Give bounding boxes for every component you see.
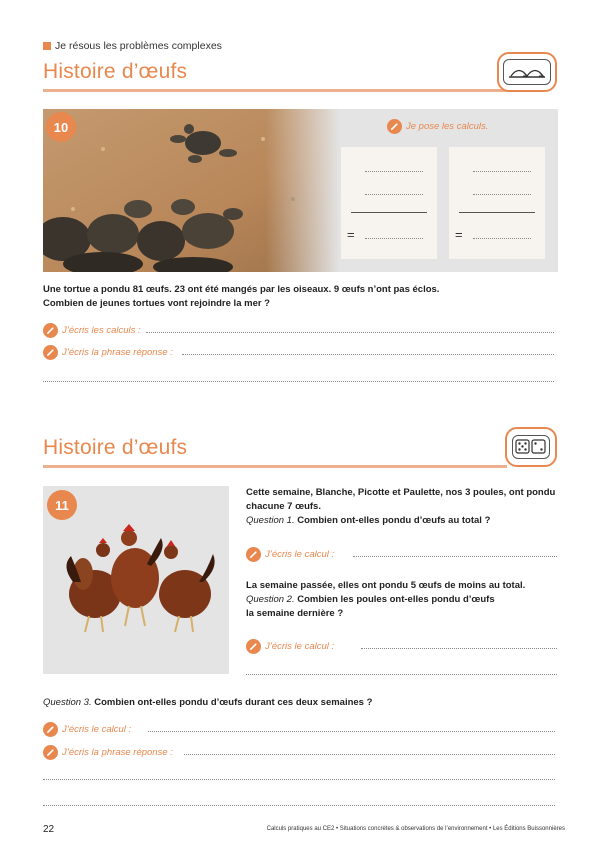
calc-line (365, 194, 423, 195)
pencil-icon (246, 547, 261, 562)
question-3-text: Combien ont-elles pondu d’œufs durant ces deux semaines ? (94, 697, 373, 708)
section1-title-rule (43, 89, 507, 92)
prompt-text: J’écris le calcul : (265, 641, 335, 652)
question-3 (43, 696, 563, 710)
problem11-intro (246, 486, 561, 527)
section2-title: Histoire d’œufs (43, 436, 188, 459)
pencil-icon (43, 722, 58, 737)
question-2-label: Question 2. (246, 593, 295, 605)
prompt-write-calc-q2 (246, 639, 334, 654)
question-3-label: Question 3. (43, 697, 92, 708)
pencil-icon (387, 119, 402, 134)
prompt-write-answer-q3 (43, 745, 173, 760)
section2-title-rule (43, 465, 507, 468)
section2-icon-box (505, 427, 557, 467)
calc-line (473, 194, 531, 195)
question-2 (246, 593, 561, 607)
answer-line-sentence[interactable] (182, 354, 554, 355)
prompt-write-calcs (43, 323, 141, 338)
statement-line-1: Une tortue a pondu 81 œufs. 23 ont été mangés par les oiseaux. 9 œufs n’ont pas éclos. (43, 284, 440, 295)
question-1 (246, 514, 561, 528)
page-number: 22 (43, 824, 55, 835)
footer-credit: Calculs pratiques au CE2 • Situations concrètes & observations de l’environnement • Les Éditions Buissonnières (266, 826, 565, 832)
problem10-statement (43, 283, 563, 311)
answer-line-sentence-q3[interactable] (184, 754, 555, 755)
prompt-text: J’écris la phrase réponse : (62, 747, 173, 758)
equals-sign: = (455, 227, 463, 242)
calc-box-2[interactable] (449, 147, 545, 259)
kicker-square-icon (43, 42, 51, 50)
question-2-text-line-2: la semaine dernière ? (246, 607, 344, 619)
section-kicker (43, 40, 222, 52)
answer-line-q3[interactable] (148, 731, 555, 732)
answer-line-extra-2[interactable] (43, 805, 555, 806)
problem11-middle (246, 579, 561, 620)
question-1-text: Combien ont-elles pondu d’œufs au total ? (297, 514, 491, 526)
dice-icon (512, 435, 550, 459)
calc-line (473, 238, 531, 239)
section1-title: Histoire d’œufs (43, 60, 188, 83)
pencil-icon (43, 745, 58, 760)
prompt-write-calc-q3 (43, 722, 131, 737)
question-1-label: Question 1. (246, 514, 295, 526)
calc-line (365, 238, 423, 239)
number-line-jumps-icon (503, 59, 551, 85)
pencil-icon (43, 345, 58, 360)
pencil-icon (246, 639, 261, 654)
section1-panel (43, 109, 558, 272)
calc-sum-line (459, 212, 535, 213)
middle-text: La semaine passée, elles ont pondu 5 œufs de moins au total. (246, 580, 526, 591)
statement-line-2: Combien de jeunes tortues vont rejoindre la mer ? (43, 297, 270, 309)
problem-number-badge: 10 (46, 112, 76, 142)
calc-line (365, 171, 423, 172)
problem-number-badge: 11 (47, 490, 77, 520)
answer-line-extra-1[interactable] (43, 779, 555, 780)
answer-line-q2[interactable] (361, 648, 557, 649)
calc-box-1[interactable] (341, 147, 437, 259)
answer-line-q2-extra[interactable] (246, 674, 557, 675)
hens-photo (43, 486, 229, 674)
prompt-write-calc-q1 (246, 547, 334, 562)
calc-heading (387, 119, 488, 134)
prompt-text: J’écris le calcul : (62, 724, 132, 735)
answer-line-q1[interactable] (353, 556, 557, 557)
prompt-write-answer (43, 345, 173, 360)
prompt-text: J’écris la phrase réponse : (62, 347, 173, 358)
answer-line-calcs[interactable] (146, 332, 554, 333)
pencil-icon (43, 323, 58, 338)
calc-line (473, 171, 531, 172)
turtle-photo (43, 109, 340, 272)
equals-sign: = (347, 227, 355, 242)
kicker-text: Je résous les problèmes complexes (55, 40, 222, 52)
intro-line-1: Cette semaine, Blanche, Picotte et Paulette, nos 3 poules, ont pondu (246, 487, 556, 498)
prompt-text: J’écris le calcul : (265, 549, 335, 560)
calc-sum-line (351, 212, 427, 213)
answer-line-extra[interactable] (43, 381, 554, 382)
intro-line-2: chacune 7 œufs. (246, 500, 321, 512)
question-2-text: Combien les poules ont-elles pondu d’œufs (297, 593, 495, 605)
section1-icon-box (497, 52, 557, 92)
calc-heading-text: Je pose les calculs. (406, 121, 489, 132)
prompt-text: J’écris les calculs : (62, 325, 141, 336)
